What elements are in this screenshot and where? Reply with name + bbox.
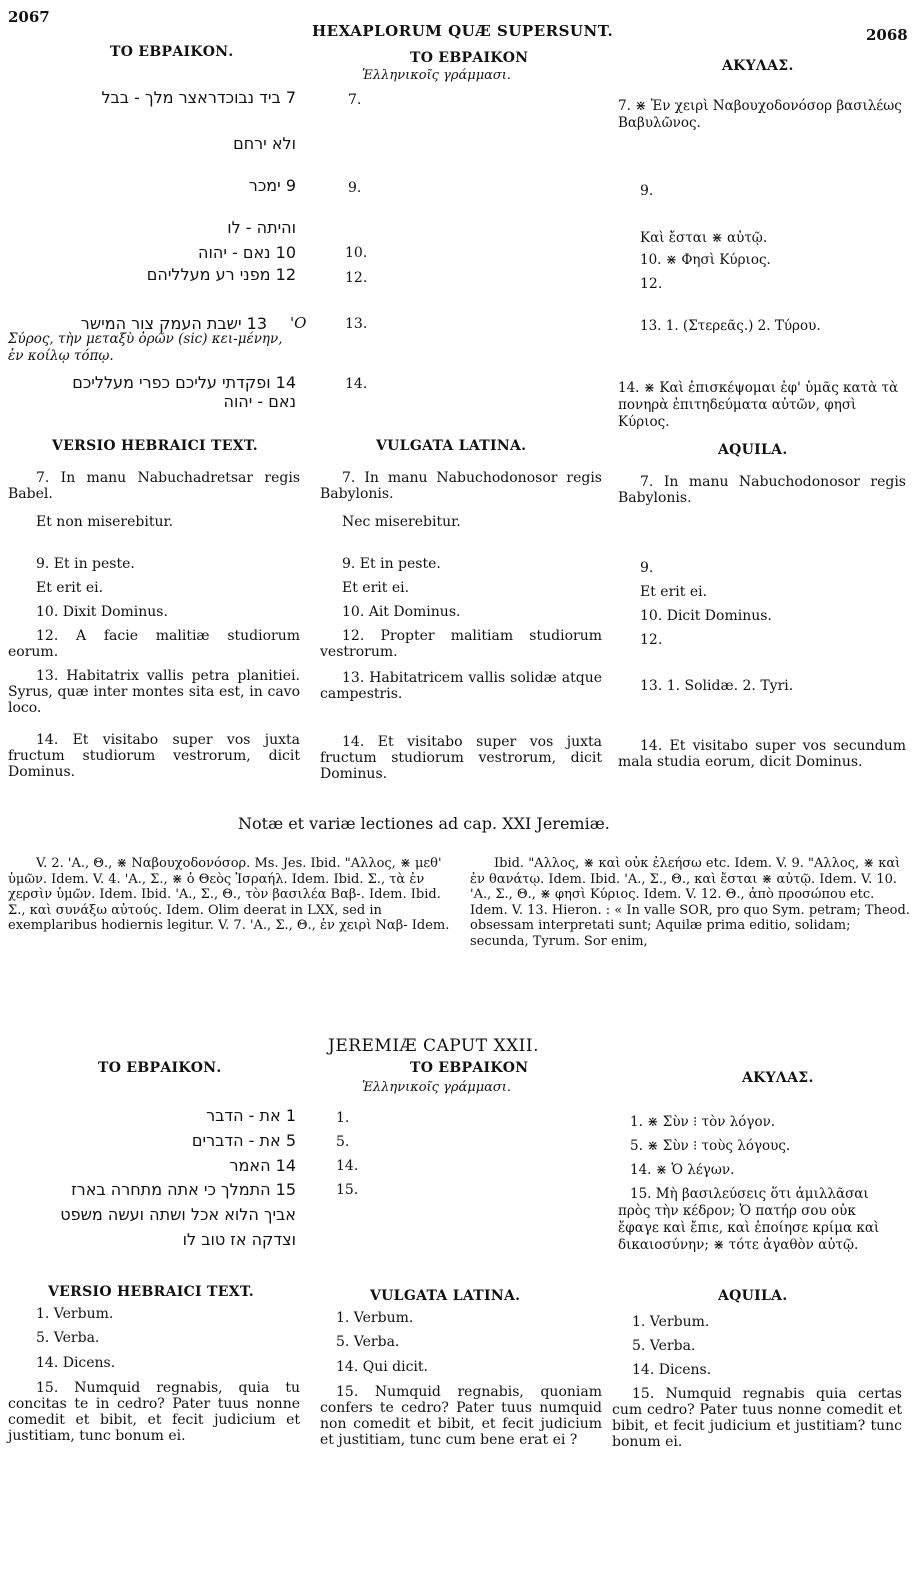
notes-right-column: Ibid. "Αλλος, ⋇ καὶ οὐκ ἐλεήσω etc. Idem. V. 9. "Αλλος, ⋇ καὶ ἐν θανάτῳ. Idem. Ibid. 'Α., Σ., Θ., καὶ ἔσται ⋇ αὐτῷ. Idem. V. 10. 'Α., Σ., Θ., ⋇ φησὶ Κύριος. Idem. V. 12. Θ., ἀπὸ προσώπου etc. Idem. V. 13. Hieron. : « In valle SOR, pro quo Sym. petram; Theod. obsessam interpretati sunt; Aquilæ prima editio, solidam; secunda, Tyrum. Sor enim,: [470, 856, 910, 949]
ch21-aquila-latin-line: 9.: [640, 560, 654, 576]
notes-left-column: V. 2. 'Α., Θ., ⋇ Ναβουχοδονόσορ. Ms. Jes. Ibid. "Αλλος, ⋇ μεθ' ὑμῶν. Idem. V. 4. 'Α., Σ., ⋇ ὁ Θεὸς Ἰσραήλ. Idem. Ibid. Σ., τὰ ἐν χερσὶν ὑμῶν. Idem. Ibid. 'Α., Σ., Θ., τὸν βασιλέα Βαβ-. Idem. Ibid. Σ., καὶ συνάξω αὐτούς. Idem. Olim deerat in LXX, sed in exemplaribus hodiernis legitur. V. 7. 'Α., Σ., Θ., ἐν χειρὶ Ναβ- Idem.: [8, 856, 450, 933]
ch21-hebrew-line: 7 ביד נבוכדראצר מלך - בבל: [101, 88, 296, 107]
ch21-vulgata-line: 9. Et in peste.: [342, 556, 441, 572]
ch21-hebrew-line: 12 מפני רע מעלליהם: [146, 265, 296, 284]
ch22-verse-number: 15.: [336, 1182, 359, 1198]
page-number-right: 2068: [866, 26, 908, 44]
ch22-versio-line: 5. Verba.: [36, 1330, 100, 1346]
ch21-aquila-latin-line: 14. Et visitabo super vos secundum mala studia eorum, dicit Dominus.: [618, 738, 906, 770]
page-number-left: 2067: [8, 8, 50, 26]
ch21-aquila-latin-line: 7. In manu Nabuchodonosor regis Babylonis.: [618, 474, 906, 506]
ch22-verse-number: 1.: [336, 1110, 350, 1126]
ch21-verse-number: 13.: [345, 316, 368, 332]
page-title: HEXAPLORUM QUÆ SUPERSUNT.: [312, 22, 614, 40]
ch22-vulgata-line: 1. Verbum.: [336, 1310, 414, 1326]
chapter-22-title: JEREMIÆ CAPUT XXII.: [328, 1036, 540, 1056]
ch21-hebrew-line: 14 ופקדתי עליכם כפרי מעלליכם: [72, 373, 296, 392]
ch21-versio-line: 9. Et in peste.: [36, 556, 135, 572]
ch22-aquila-latin-line: 14. Dicens.: [632, 1362, 712, 1378]
ch21-hebrew-header: ΤΟ ΕΒΡΑΙΚΟΝ.: [110, 44, 234, 60]
ch22-versio-line: 1. Verbum.: [36, 1306, 114, 1322]
ch21-aquila-latin-line: 10. Dicit Dominus.: [640, 608, 772, 624]
ch22-hebrew-line: 1 את - הדבר: [206, 1106, 296, 1125]
ch21-hebrew-line: ולא ירחם: [233, 134, 296, 153]
ch21-hebrew-line: נאם - יהוה: [223, 392, 296, 411]
ch22-verse-number: 5.: [336, 1134, 350, 1150]
ch22-aquila-latin-line: 5. Verba.: [632, 1338, 696, 1354]
ch21-syrus-greek: Σύρος, τὴν μεταξὺ ὀρῶν (sic) κει-μένην, ἐν κοίλῳ τόπῳ.: [8, 331, 283, 364]
ch22-aquila-greek: 1. ⋇ Σὺν ⁝ τὸν λόγον.: [630, 1114, 776, 1130]
ch21-aquila-greek: 7. ⋇ Ἐν χειρὶ Ναβουχοδονόσορ βασιλέως Βαβυλῶνος.: [618, 98, 902, 131]
ch22-hebrew-line: 15 התמלך כי אתה מתחרה בארז: [71, 1180, 296, 1199]
ch21-vulgata-line: 13. Habitatricem vallis solidæ atque campestris.: [320, 670, 602, 702]
ch21-aquila-greek: 13. 1. (Στερεᾶς.) 2. Τύρου.: [640, 318, 821, 334]
ch21-vulgata-line: 10. Ait Dominus.: [342, 604, 461, 620]
ch21-vulgata-line: 14. Et visitabo super vos juxta fructum studiorum vestrorum, dicit Dominus.: [320, 734, 602, 782]
ch22-aquila-header: ΑΚΥΛΑΣ.: [742, 1070, 814, 1086]
ch21-aquila-greek: 9.: [640, 183, 654, 199]
ch22-verse-number: 14.: [336, 1158, 359, 1174]
ch21-verse-number: 9.: [348, 180, 362, 196]
ch21-versio-line: Et non miserebitur.: [36, 514, 174, 530]
ch21-verse-number: 10.: [345, 245, 368, 261]
ch22-vulgata-line: 15. Numquid regnabis, quoniam confers te cedro? Pater tuus numquid non comedit et bibit, et fecit judicium et justitiam, tunc cum bene erat ei ?: [320, 1384, 602, 1448]
ch21-vulgata-line: Nec miserebitur.: [342, 514, 461, 530]
ch21-versio-line: Et erit ei.: [36, 580, 104, 596]
ch22-hebrew-line: 14 האמר: [229, 1156, 296, 1175]
ch21-aquila-header: ΑΚΥΛΑΣ.: [722, 58, 794, 74]
ch22-vulgata-line: 5. Verba.: [336, 1334, 400, 1350]
ch22-hebrew-line: 5 את - הדברים: [191, 1131, 296, 1150]
ch22-aquila-greek: 5. ⋇ Σὺν ⁝ τοὺς λόγους.: [630, 1138, 791, 1154]
ch21-verse-number: 12.: [345, 270, 368, 286]
ch21-aquila-greek: 14. ⋇ Καὶ ἐπισκέψομαι ἐφ' ὑμᾶς κατὰ τὰ πονηρὰ ἐπιτηδεύματα αὐτῶν, φησὶ Κύριος.: [618, 380, 899, 430]
ch21-vulgata-line: Et erit ei.: [342, 580, 410, 596]
ch21-verse-number: 7.: [348, 92, 362, 108]
ch21-aquila-latin-line: 12.: [640, 632, 663, 648]
ch21-vulgata-line: 12. Propter malitiam studiorum vestrorum.: [320, 628, 602, 660]
ch21-aquila-greek: 12.: [640, 276, 663, 292]
notes-title: Notæ et variæ lectiones ad cap. XXI Jeremiæ.: [238, 814, 610, 833]
ch22-hebrew-header: ΤΟ ΕΒΡΑΙΚΟΝ.: [98, 1060, 222, 1076]
ch22-aquila-greek: 14. ⋇ Ὁ λέγων.: [630, 1162, 735, 1178]
ch21-aquila-greek: Καὶ ἔσται ⋇ αὐτῷ.: [640, 230, 768, 246]
ch21-aquila-greek: 10. ⋇ Φησὶ Κύριος.: [640, 252, 771, 268]
ch22-vulgata-header: VULGATA LATINA.: [370, 1288, 521, 1304]
ch21-hebrew-line: והיתה - לו: [227, 218, 296, 237]
ch21-versio-line: 14. Et visitabo super vos juxta fructum studiorum vestrorum, dicit Dominus.: [8, 732, 300, 780]
ch21-vulgata-header: VULGATA LATINA.: [376, 438, 527, 454]
ch21-transliteration-header: ΤΟ ΕΒΡΑΙΚΟΝ: [410, 50, 529, 66]
ch21-versio-line: 7. In manu Nabuchadretsar regis Babel.: [8, 470, 300, 502]
ch21-versio-line: 12. A facie malitiæ studiorum eorum.: [8, 628, 300, 660]
ch21-aquila-latin-line: Et erit ei.: [640, 584, 708, 600]
ch21-vulgata-line: 7. In manu Nabuchodonosor regis Babylonis.: [320, 470, 602, 502]
ch21-hebrew-line: 9 ימכר: [248, 176, 296, 195]
ch21-transliteration-subheader: Ἑλληνικοῖς γράμμασι.: [362, 68, 512, 83]
ch21-aquila-latin-line: 13. 1. Solidæ. 2. Tyri.: [640, 678, 794, 694]
ch22-aquila-latin-line: 1. Verbum.: [632, 1314, 710, 1330]
ch22-versio-line: 14. Dicens.: [36, 1355, 116, 1371]
ch22-aquila-latin-line: 15. Numquid regnabis quia certas cum cedro? Pater tuus nonne comedit et bibit, et fecit judicium et justitiam? tunc bonum ei.: [612, 1386, 902, 1450]
ch21-aquila-latin-header: AQUILA.: [718, 442, 788, 458]
ch22-versio-header: VERSIO HEBRAICI TEXT.: [48, 1284, 254, 1300]
ch22-aquila-greek: 15. Μὴ βασιλεύσεις ὅτι ἁμιλλᾶσαι πρὸς τὴν κέδρον; Ὁ πατήρ σου οὐκ ἔφαγε καὶ ἔπιε, καὶ ἐποίησε κρίμα καὶ δικαιοσύνην; ⋇ τότε ἀγαθὸν αὐτῷ.: [618, 1186, 880, 1253]
ch21-verse-number: 14.: [345, 376, 368, 392]
ch22-transliteration-subheader: Ἑλληνικοῖς γράμμασι.: [362, 1080, 512, 1095]
ch21-hebrew-line: 10 נאם - יהוה: [198, 243, 296, 262]
ch22-hebrew-line: אביך הלוא אכל ושתה ועשה משפט: [60, 1205, 296, 1224]
ch22-hebrew-line: וצדקה אז טוב לו: [182, 1230, 296, 1249]
ch21-syrus-o: 'Ο: [290, 314, 307, 332]
ch22-aquila-latin-header: AQUILA.: [718, 1288, 788, 1304]
ch22-vulgata-line: 14. Qui dicit.: [336, 1359, 428, 1375]
ch22-transliteration-header: ΤΟ ΕΒΡΑΙΚΟΝ: [410, 1060, 529, 1076]
ch21-versio-header: VERSIO HEBRAICI TEXT.: [52, 438, 258, 454]
ch22-versio-line: 15. Numquid regnabis, quia tu concitas te in cedro? Pater tuus nonne comedit et bibit, et fecit judicium et justitiam, tunc bonum ei.: [8, 1380, 300, 1444]
ch21-hebrew-line: 13 ישבת העמק צור המישר: [80, 314, 267, 333]
ch21-versio-line: 10. Dixit Dominus.: [36, 604, 168, 620]
ch21-versio-line: 13. Habitatrix vallis petra planitiei. Syrus, quæ inter montes sita est, in cavo loco.: [8, 668, 300, 716]
